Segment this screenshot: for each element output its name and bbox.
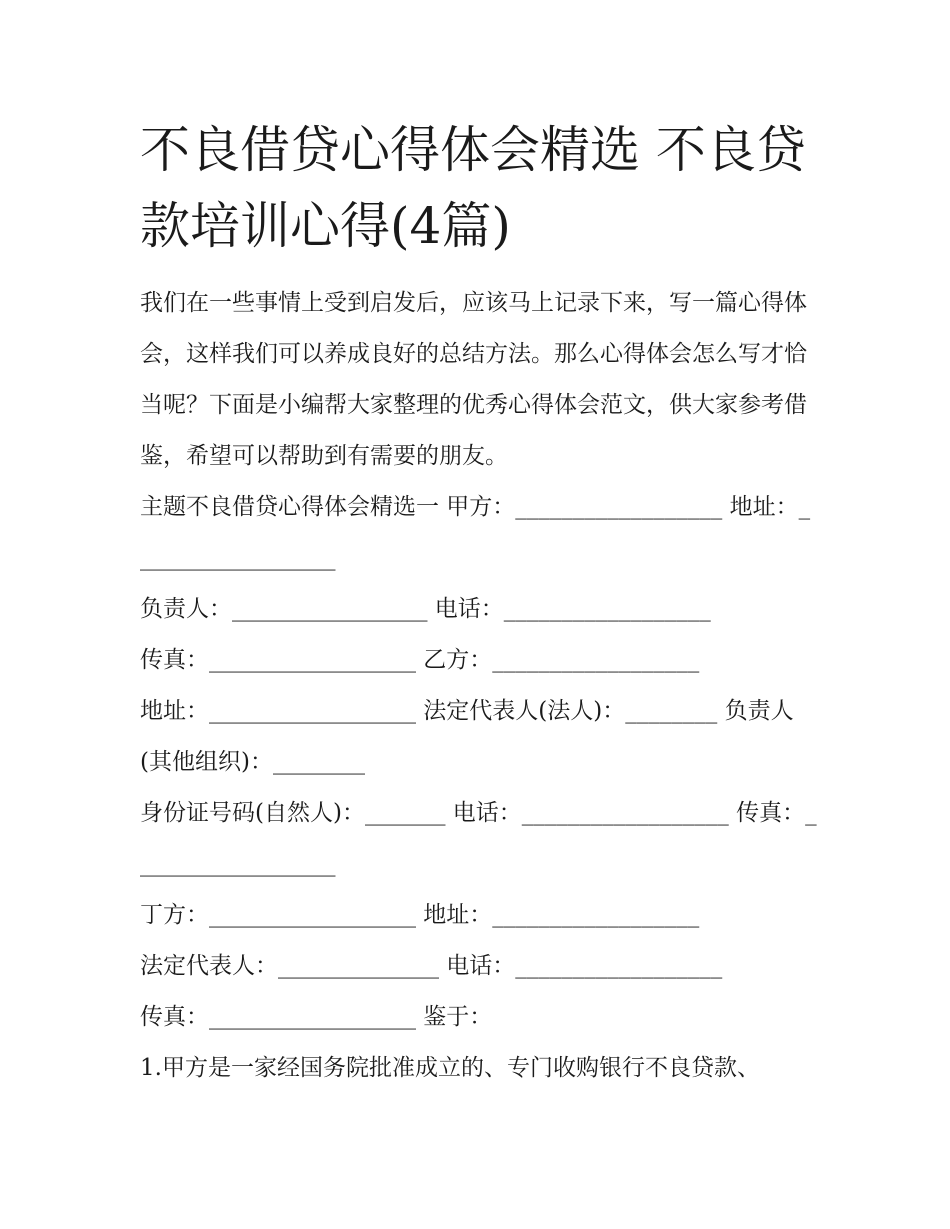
party-d-line: 丁方：__________________ 地址：__________________ (140, 902, 700, 928)
document-page (140, 112, 820, 1094)
id-number-line: 身份证号码(自然人)：_______ 电话：__________________ 传真：__________________ (140, 800, 817, 877)
document-title: 不良借贷心得体会精选 不良贷款培训心得(4篇) (140, 121, 806, 255)
fax-party-b-line: 传真：__________________ 乙方：__________________ (140, 647, 700, 673)
legal-representative-line: 法定代表人：______________ 电话：__________________ (140, 953, 723, 979)
intro-paragraph: 我们在一些事情上受到启发后，应该马上记录下来，写一篇心得体会，这样我们可以养成良好的总结方法。那么心得体会怎么写才恰当呢？下面是小编帮大家整理的优秀心得体会范文，供大家参考借鉴，希望可以帮助到有需要的朋友。 (140, 290, 807, 469)
clause-1-paragraph: 1.甲方是一家经国务院批准成立的、专门收购银行不良贷款、 (140, 1055, 760, 1081)
responsible-person-line: 负责人：_________________ 电话：__________________ (140, 596, 711, 622)
party-a-line: 主题不良借贷心得体会精选一 甲方：__________________ 地址：__________________ (140, 494, 811, 571)
fax-whereas-line: 传真：__________________ 鉴于： (140, 1004, 493, 1030)
address-legal-rep-line: 地址：__________________ 法定代表人(法人)：________ 负责人(其他组织)：________ (140, 698, 794, 775)
